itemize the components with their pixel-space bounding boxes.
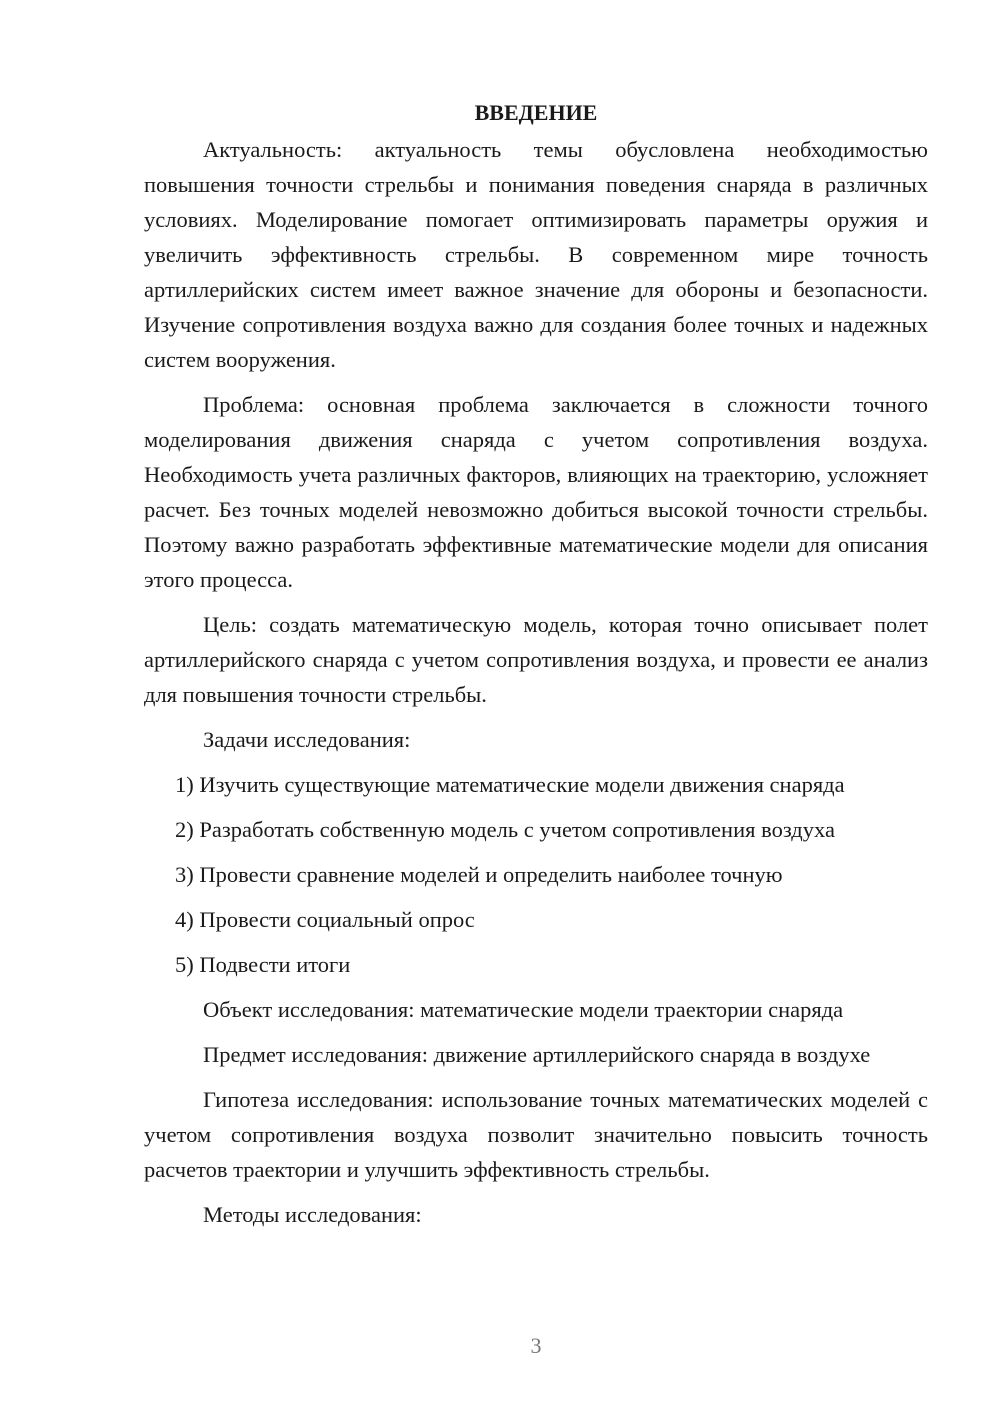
- paragraph-goal: Цель: создать математическую модель, которая точно описывает полет артиллерийского снаряда с учетом сопротивления воздуха, и провести ее анализ для повышения точности стрельбы.: [144, 612, 928, 707]
- section-title: ВВЕДЕНИЕ: [474, 100, 598, 125]
- task-item: 4) Провести социальный опрос: [175, 907, 475, 932]
- page-number: 3: [530, 1333, 542, 1358]
- paragraph-relevance: Актуальность: актуальность темы обусловлена необходимостью повышения точности стрельбы и понимания поведения снаряда в различных условиях. Моделирование помогает оптимизировать параметры оружия и увеличить эффективность стрельбы. В современном мире точность артиллерийских систем имеет важное значение для обороны и безопасности. Изучение сопротивления воздуха важно для создания более точных и надежных систем вооружения.: [144, 137, 928, 372]
- task-item: 3) Провести сравнение моделей и определить наиболее точную: [175, 862, 783, 887]
- methods-heading: Методы исследования:: [203, 1202, 422, 1227]
- tasks-heading: Задачи исследования:: [203, 727, 411, 752]
- paragraph-subject: Предмет исследования: движение артиллерийского снаряда в воздухе: [203, 1042, 871, 1067]
- paragraph-hypothesis: Гипотеза исследования: использование точных математических моделей с учетом сопротивления воздуха позволит значительно повысить точность расчетов траектории и улучшить эффективность стрельбы.: [144, 1087, 928, 1182]
- tasks-list: [144, 767, 928, 982]
- task-item: 1) Изучить существующие математические модели движения снаряда: [175, 772, 845, 797]
- paragraph-problem: Проблема: основная проблема заключается в сложности точного моделирования движения снаряда с учетом сопротивления воздуха. Необходимость учета различных факторов, влияющих на траекторию, усложняет расчет. Без точных моделей невозможно добиться высокой точности стрельбы. Поэтому важно разработать эффективные математические модели для описания этого процесса.: [144, 392, 928, 592]
- paragraph-object: Объект исследования: математические модели траектории снаряда: [203, 997, 844, 1022]
- task-item: 2) Разработать собственную модель с учетом сопротивления воздуха: [175, 817, 835, 842]
- page-content: [144, 95, 928, 1242]
- task-item: 5) Подвести итоги: [175, 952, 351, 977]
